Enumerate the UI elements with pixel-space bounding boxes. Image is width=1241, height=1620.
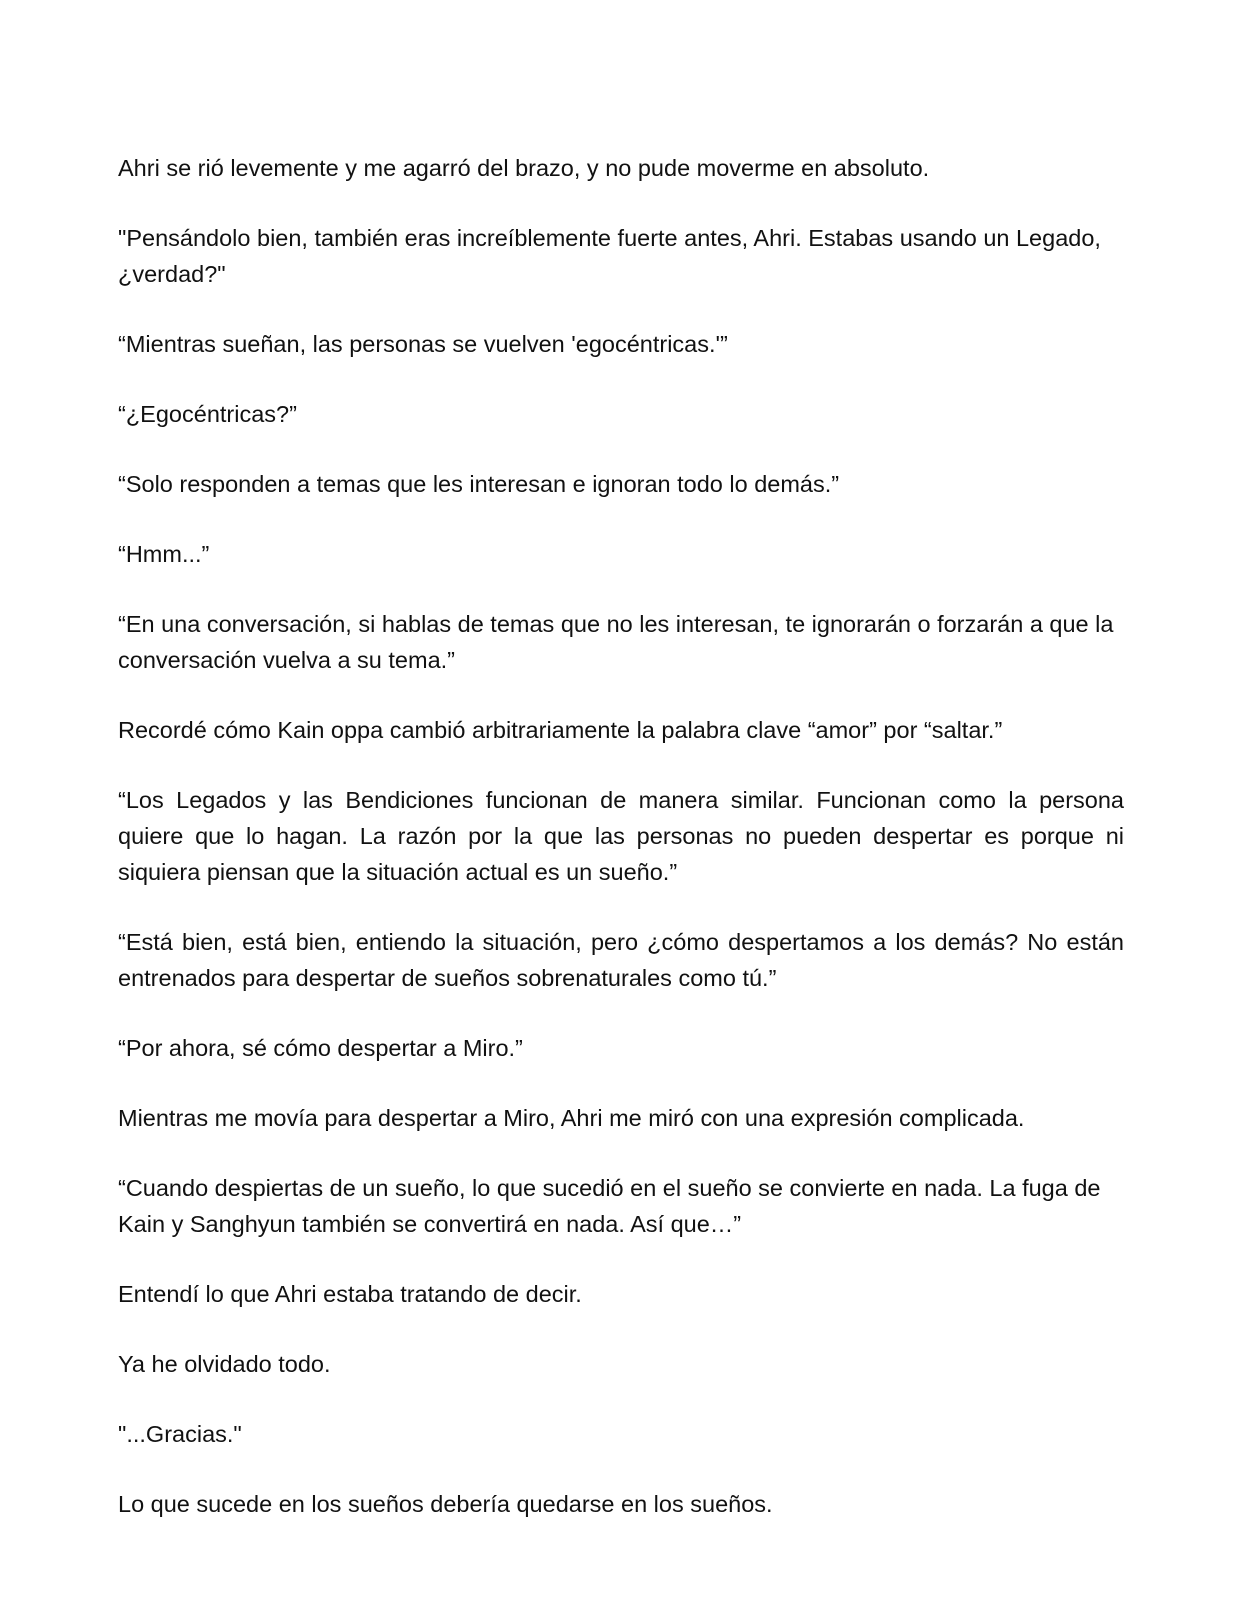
paragraph: Recordé cómo Kain oppa cambió arbitrariamente la palabra clave “amor” por “saltar.” — [118, 717, 1003, 743]
paragraph: “En una conversación, si hablas de temas que no les interesan, te ignorarán o forzarán a que la conversación vuelva a su tema.” — [118, 611, 1114, 673]
paragraph: "Pensándolo bien, también eras increíblemente fuerte antes, Ahri. Estabas usando un Legado, ¿verdad?" — [118, 225, 1101, 287]
paragraph: “Los Legados y las Bendiciones funcionan de manera similar. Funcionan como la persona quiere que lo hagan. La razón por la que las personas no pueden despertar es porque ni siquiera piensan que la situación actual es un sueño.” — [118, 787, 1124, 885]
paragraph: Ahri se rió levemente y me agarró del brazo, y no pude moverme en absoluto. — [118, 155, 930, 181]
paragraph: Mientras me movía para despertar a Miro, Ahri me miró con una expresión complicada. — [118, 1105, 1025, 1131]
paragraph: “¿Egocéntricas?” — [118, 401, 297, 427]
paragraph: “Cuando despiertas de un sueño, lo que sucedió en el sueño se convierte en nada. La fuga de Kain y Sanghyun también se convertirá en nada. Así que…” — [118, 1175, 1101, 1237]
paragraph: Lo que sucede en los sueños debería quedarse en los sueños. — [118, 1491, 773, 1517]
document-body — [118, 150, 1124, 1556]
paragraph: Entendí lo que Ahri estaba tratando de decir. — [118, 1281, 582, 1307]
paragraph: “Está bien, está bien, entiendo la situación, pero ¿cómo despertamos a los demás? No están entrenados para despertar de sueños sobrenaturales como tú.” — [118, 929, 1124, 991]
paragraph: Ya he olvidado todo. — [118, 1351, 331, 1377]
paragraph: “Mientras sueñan, las personas se vuelven 'egocéntricas.'” — [118, 331, 728, 357]
paragraph: “Hmm...” — [118, 541, 210, 567]
paragraph: “Solo responden a temas que les interesan e ignoran todo lo demás.” — [118, 471, 840, 497]
paragraph: “Por ahora, sé cómo despertar a Miro.” — [118, 1035, 523, 1061]
paragraph: "...Gracias." — [118, 1421, 242, 1447]
